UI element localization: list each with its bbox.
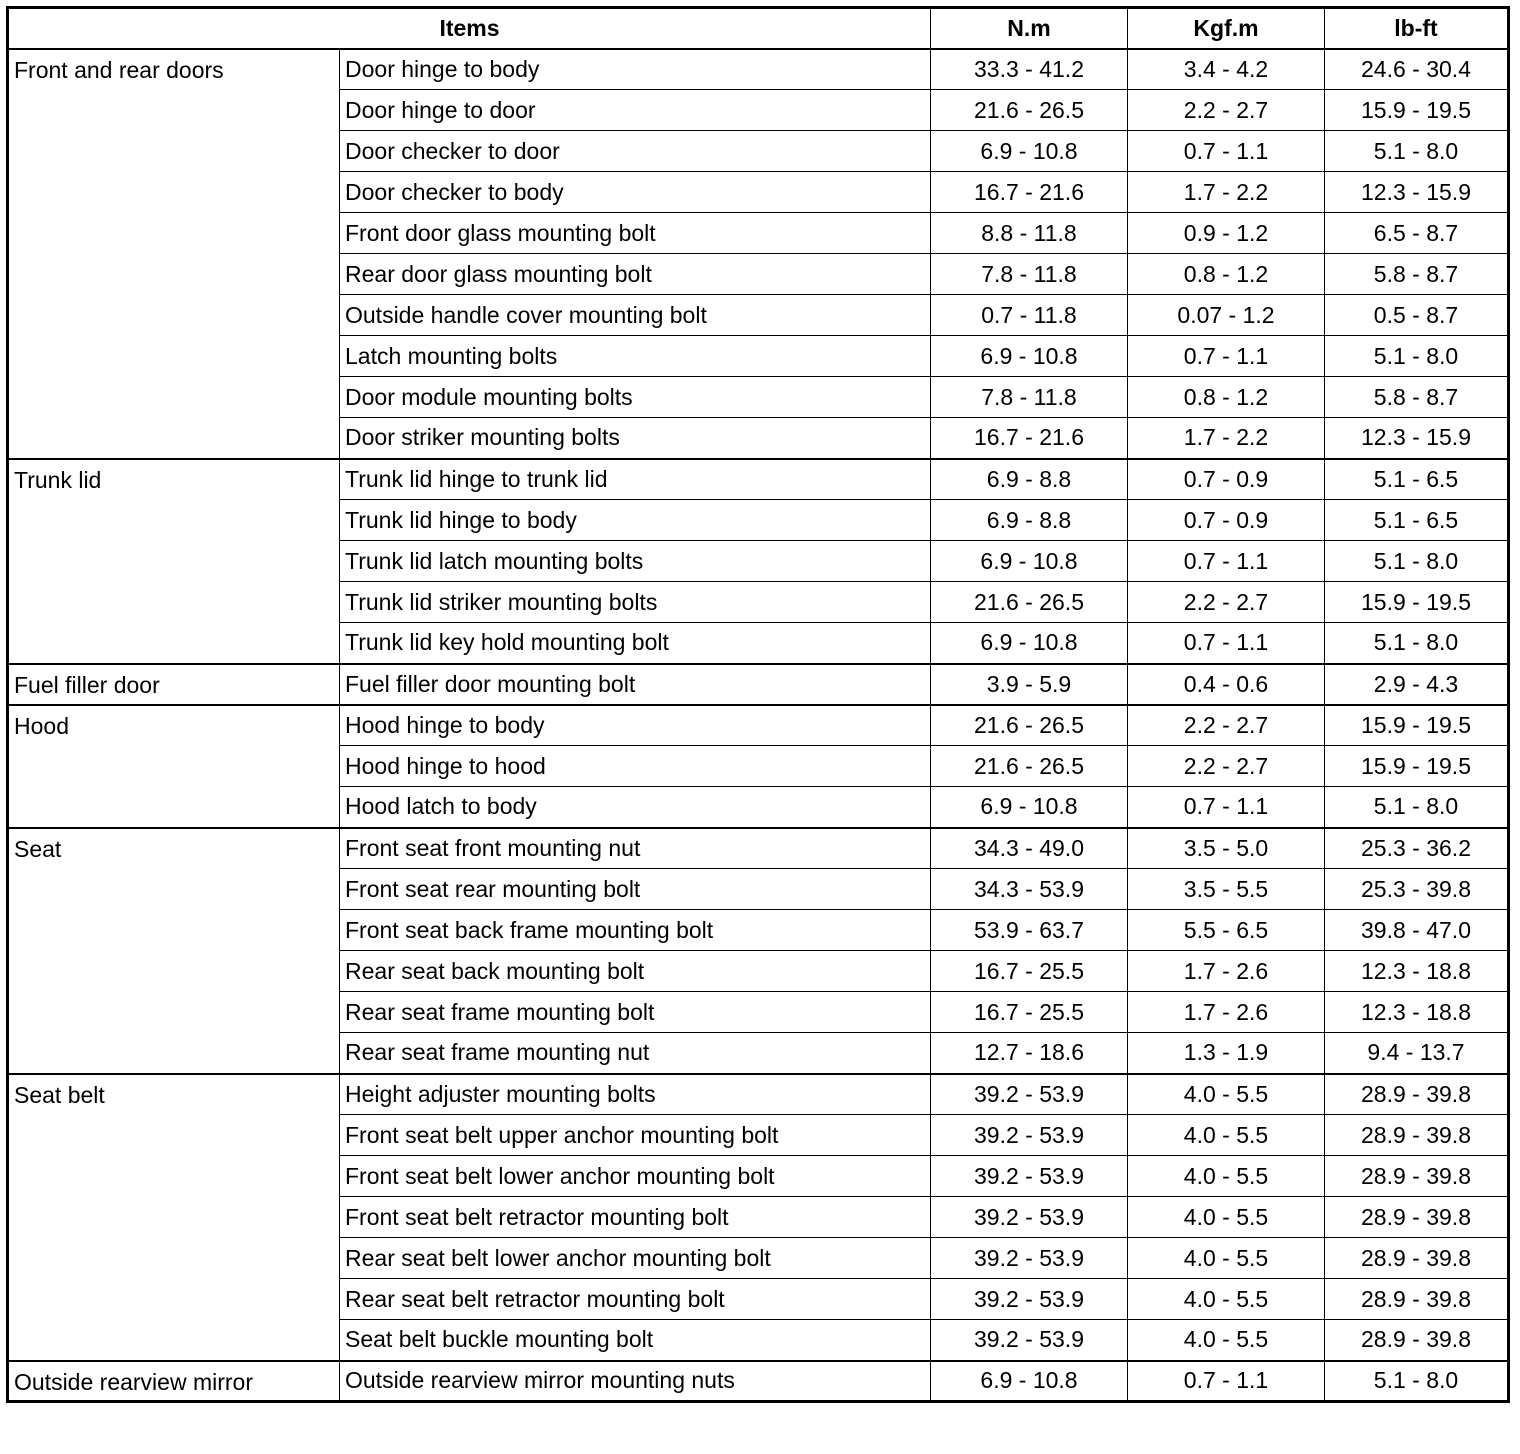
nm-value-cell: 39.2 - 53.9 bbox=[931, 1279, 1128, 1320]
table-row bbox=[8, 664, 1509, 705]
item-name-cell: Door checker to door bbox=[340, 131, 931, 172]
torque-spec-table bbox=[6, 6, 1510, 1403]
kgfm-value-cell: 4.0 - 5.5 bbox=[1128, 1238, 1325, 1279]
lbft-value-cell: 5.1 - 8.0 bbox=[1325, 541, 1509, 582]
item-name-cell: Rear seat frame mounting bolt bbox=[340, 992, 931, 1033]
lbft-value-cell: 15.9 - 19.5 bbox=[1325, 90, 1509, 131]
table-row bbox=[8, 1361, 1509, 1402]
lbft-value-cell: 5.1 - 8.0 bbox=[1325, 336, 1509, 377]
header-lbft: lb-ft bbox=[1325, 8, 1509, 49]
group-name-cell: Seat bbox=[8, 828, 340, 1074]
item-name-cell: Rear door glass mounting bolt bbox=[340, 254, 931, 295]
lbft-value-cell: 15.9 - 19.5 bbox=[1325, 746, 1509, 787]
kgfm-value-cell: 1.7 - 2.2 bbox=[1128, 172, 1325, 213]
item-name-cell: Front seat back frame mounting bolt bbox=[340, 910, 931, 951]
kgfm-value-cell: 3.4 - 4.2 bbox=[1128, 49, 1325, 90]
kgfm-value-cell: 1.3 - 1.9 bbox=[1128, 1033, 1325, 1074]
header-nm: N.m bbox=[931, 8, 1128, 49]
nm-value-cell: 21.6 - 26.5 bbox=[931, 705, 1128, 746]
lbft-value-cell: 25.3 - 36.2 bbox=[1325, 828, 1509, 869]
item-name-cell: Door hinge to door bbox=[340, 90, 931, 131]
kgfm-value-cell: 1.7 - 2.2 bbox=[1128, 418, 1325, 459]
lbft-value-cell: 9.4 - 13.7 bbox=[1325, 1033, 1509, 1074]
lbft-value-cell: 5.1 - 6.5 bbox=[1325, 500, 1509, 541]
item-name-cell: Front seat rear mounting bolt bbox=[340, 869, 931, 910]
nm-value-cell: 34.3 - 53.9 bbox=[931, 869, 1128, 910]
nm-value-cell: 39.2 - 53.9 bbox=[931, 1115, 1128, 1156]
item-name-cell: Front seat belt upper anchor mounting bolt bbox=[340, 1115, 931, 1156]
kgfm-value-cell: 4.0 - 5.5 bbox=[1128, 1115, 1325, 1156]
item-name-cell: Seat belt buckle mounting bolt bbox=[340, 1320, 931, 1361]
group-name-cell: Hood bbox=[8, 705, 340, 828]
item-name-cell: Trunk lid key hold mounting bolt bbox=[340, 623, 931, 664]
table-row bbox=[8, 49, 1509, 90]
lbft-value-cell: 6.5 - 8.7 bbox=[1325, 213, 1509, 254]
nm-value-cell: 39.2 - 53.9 bbox=[931, 1197, 1128, 1238]
lbft-value-cell: 2.9 - 4.3 bbox=[1325, 664, 1509, 705]
lbft-value-cell: 15.9 - 19.5 bbox=[1325, 705, 1509, 746]
item-name-cell: Front seat belt retractor mounting bolt bbox=[340, 1197, 931, 1238]
nm-value-cell: 16.7 - 21.6 bbox=[931, 418, 1128, 459]
lbft-value-cell: 28.9 - 39.8 bbox=[1325, 1197, 1509, 1238]
nm-value-cell: 16.7 - 25.5 bbox=[931, 992, 1128, 1033]
lbft-value-cell: 5.8 - 8.7 bbox=[1325, 377, 1509, 418]
item-name-cell: Door module mounting bolts bbox=[340, 377, 931, 418]
item-name-cell: Height adjuster mounting bolts bbox=[340, 1074, 931, 1115]
lbft-value-cell: 28.9 - 39.8 bbox=[1325, 1074, 1509, 1115]
table-row bbox=[8, 1074, 1509, 1115]
item-name-cell: Hood hinge to body bbox=[340, 705, 931, 746]
group-name-cell: Seat belt bbox=[8, 1074, 340, 1361]
item-name-cell: Rear seat belt retractor mounting bolt bbox=[340, 1279, 931, 1320]
item-name-cell: Trunk lid striker mounting bolts bbox=[340, 582, 931, 623]
lbft-value-cell: 28.9 - 39.8 bbox=[1325, 1115, 1509, 1156]
nm-value-cell: 6.9 - 10.8 bbox=[931, 1361, 1128, 1402]
kgfm-value-cell: 0.7 - 1.1 bbox=[1128, 541, 1325, 582]
lbft-value-cell: 25.3 - 39.8 bbox=[1325, 869, 1509, 910]
nm-value-cell: 3.9 - 5.9 bbox=[931, 664, 1128, 705]
group-name-cell: Fuel filler door bbox=[8, 664, 340, 705]
nm-value-cell: 39.2 - 53.9 bbox=[931, 1320, 1128, 1361]
kgfm-value-cell: 0.8 - 1.2 bbox=[1128, 254, 1325, 295]
nm-value-cell: 16.7 - 21.6 bbox=[931, 172, 1128, 213]
item-name-cell: Trunk lid hinge to trunk lid bbox=[340, 459, 931, 500]
kgfm-value-cell: 2.2 - 2.7 bbox=[1128, 90, 1325, 131]
nm-value-cell: 39.2 - 53.9 bbox=[931, 1156, 1128, 1197]
kgfm-value-cell: 1.7 - 2.6 bbox=[1128, 992, 1325, 1033]
kgfm-value-cell: 4.0 - 5.5 bbox=[1128, 1320, 1325, 1361]
item-name-cell: Door checker to body bbox=[340, 172, 931, 213]
group-name-cell: Trunk lid bbox=[8, 459, 340, 664]
kgfm-value-cell: 0.4 - 0.6 bbox=[1128, 664, 1325, 705]
nm-value-cell: 6.9 - 8.8 bbox=[931, 459, 1128, 500]
kgfm-value-cell: 2.2 - 2.7 bbox=[1128, 746, 1325, 787]
nm-value-cell: 0.7 - 11.8 bbox=[931, 295, 1128, 336]
kgfm-value-cell: 0.07 - 1.2 bbox=[1128, 295, 1325, 336]
kgfm-value-cell: 0.9 - 1.2 bbox=[1128, 213, 1325, 254]
item-name-cell: Rear seat back mounting bolt bbox=[340, 951, 931, 992]
item-name-cell: Latch mounting bolts bbox=[340, 336, 931, 377]
table-row bbox=[8, 828, 1509, 869]
lbft-value-cell: 5.8 - 8.7 bbox=[1325, 254, 1509, 295]
nm-value-cell: 34.3 - 49.0 bbox=[931, 828, 1128, 869]
kgfm-value-cell: 4.0 - 5.5 bbox=[1128, 1197, 1325, 1238]
item-name-cell: Rear seat frame mounting nut bbox=[340, 1033, 931, 1074]
lbft-value-cell: 12.3 - 18.8 bbox=[1325, 951, 1509, 992]
item-name-cell: Outside rearview mirror mounting nuts bbox=[340, 1361, 931, 1402]
kgfm-value-cell: 0.7 - 1.1 bbox=[1128, 131, 1325, 172]
item-name-cell: Fuel filler door mounting bolt bbox=[340, 664, 931, 705]
header-items: Items bbox=[8, 8, 931, 49]
group-name-cell: Outside rearview mirror bbox=[8, 1361, 340, 1402]
item-name-cell: Front door glass mounting bolt bbox=[340, 213, 931, 254]
lbft-value-cell: 15.9 - 19.5 bbox=[1325, 582, 1509, 623]
lbft-value-cell: 0.5 - 8.7 bbox=[1325, 295, 1509, 336]
nm-value-cell: 6.9 - 10.8 bbox=[931, 787, 1128, 828]
header-kgfm: Kgf.m bbox=[1128, 8, 1325, 49]
kgfm-value-cell: 0.7 - 1.1 bbox=[1128, 336, 1325, 377]
header-row bbox=[8, 8, 1509, 49]
kgfm-value-cell: 0.7 - 1.1 bbox=[1128, 623, 1325, 664]
lbft-value-cell: 28.9 - 39.8 bbox=[1325, 1279, 1509, 1320]
nm-value-cell: 39.2 - 53.9 bbox=[931, 1074, 1128, 1115]
kgfm-value-cell: 0.8 - 1.2 bbox=[1128, 377, 1325, 418]
nm-value-cell: 21.6 - 26.5 bbox=[931, 90, 1128, 131]
kgfm-value-cell: 5.5 - 6.5 bbox=[1128, 910, 1325, 951]
item-name-cell: Front seat front mounting nut bbox=[340, 828, 931, 869]
lbft-value-cell: 5.1 - 8.0 bbox=[1325, 623, 1509, 664]
item-name-cell: Door hinge to body bbox=[340, 49, 931, 90]
nm-value-cell: 7.8 - 11.8 bbox=[931, 377, 1128, 418]
nm-value-cell: 7.8 - 11.8 bbox=[931, 254, 1128, 295]
nm-value-cell: 6.9 - 10.8 bbox=[931, 336, 1128, 377]
kgfm-value-cell: 2.2 - 2.7 bbox=[1128, 705, 1325, 746]
kgfm-value-cell: 4.0 - 5.5 bbox=[1128, 1074, 1325, 1115]
group-name-cell: Front and rear doors bbox=[8, 49, 340, 459]
lbft-value-cell: 39.8 - 47.0 bbox=[1325, 910, 1509, 951]
item-name-cell: Front seat belt lower anchor mounting bolt bbox=[340, 1156, 931, 1197]
nm-value-cell: 6.9 - 10.8 bbox=[931, 541, 1128, 582]
lbft-value-cell: 28.9 - 39.8 bbox=[1325, 1238, 1509, 1279]
nm-value-cell: 39.2 - 53.9 bbox=[931, 1238, 1128, 1279]
kgfm-value-cell: 0.7 - 1.1 bbox=[1128, 787, 1325, 828]
table-row bbox=[8, 459, 1509, 500]
item-name-cell: Outside handle cover mounting bolt bbox=[340, 295, 931, 336]
table-row bbox=[8, 705, 1509, 746]
nm-value-cell: 33.3 - 41.2 bbox=[931, 49, 1128, 90]
lbft-value-cell: 5.1 - 8.0 bbox=[1325, 787, 1509, 828]
nm-value-cell: 21.6 - 26.5 bbox=[931, 746, 1128, 787]
nm-value-cell: 6.9 - 8.8 bbox=[931, 500, 1128, 541]
lbft-value-cell: 12.3 - 15.9 bbox=[1325, 418, 1509, 459]
item-name-cell: Door striker mounting bolts bbox=[340, 418, 931, 459]
lbft-value-cell: 12.3 - 18.8 bbox=[1325, 992, 1509, 1033]
lbft-value-cell: 5.1 - 8.0 bbox=[1325, 1361, 1509, 1402]
kgfm-value-cell: 3.5 - 5.0 bbox=[1128, 828, 1325, 869]
kgfm-value-cell: 1.7 - 2.6 bbox=[1128, 951, 1325, 992]
item-name-cell: Rear seat belt lower anchor mounting bolt bbox=[340, 1238, 931, 1279]
nm-value-cell: 8.8 - 11.8 bbox=[931, 213, 1128, 254]
lbft-value-cell: 24.6 - 30.4 bbox=[1325, 49, 1509, 90]
item-name-cell: Trunk lid hinge to body bbox=[340, 500, 931, 541]
kgfm-value-cell: 0.7 - 0.9 bbox=[1128, 459, 1325, 500]
lbft-value-cell: 12.3 - 15.9 bbox=[1325, 172, 1509, 213]
kgfm-value-cell: 3.5 - 5.5 bbox=[1128, 869, 1325, 910]
nm-value-cell: 16.7 - 25.5 bbox=[931, 951, 1128, 992]
lbft-value-cell: 28.9 - 39.8 bbox=[1325, 1320, 1509, 1361]
lbft-value-cell: 28.9 - 39.8 bbox=[1325, 1156, 1509, 1197]
item-name-cell: Trunk lid latch mounting bolts bbox=[340, 541, 931, 582]
nm-value-cell: 6.9 - 10.8 bbox=[931, 623, 1128, 664]
kgfm-value-cell: 0.7 - 0.9 bbox=[1128, 500, 1325, 541]
nm-value-cell: 6.9 - 10.8 bbox=[931, 131, 1128, 172]
nm-value-cell: 21.6 - 26.5 bbox=[931, 582, 1128, 623]
kgfm-value-cell: 4.0 - 5.5 bbox=[1128, 1156, 1325, 1197]
lbft-value-cell: 5.1 - 8.0 bbox=[1325, 131, 1509, 172]
table-body bbox=[8, 49, 1509, 1402]
nm-value-cell: 53.9 - 63.7 bbox=[931, 910, 1128, 951]
nm-value-cell: 12.7 - 18.6 bbox=[931, 1033, 1128, 1074]
kgfm-value-cell: 2.2 - 2.7 bbox=[1128, 582, 1325, 623]
item-name-cell: Hood hinge to hood bbox=[340, 746, 931, 787]
lbft-value-cell: 5.1 - 6.5 bbox=[1325, 459, 1509, 500]
item-name-cell: Hood latch to body bbox=[340, 787, 931, 828]
kgfm-value-cell: 0.7 - 1.1 bbox=[1128, 1361, 1325, 1402]
kgfm-value-cell: 4.0 - 5.5 bbox=[1128, 1279, 1325, 1320]
